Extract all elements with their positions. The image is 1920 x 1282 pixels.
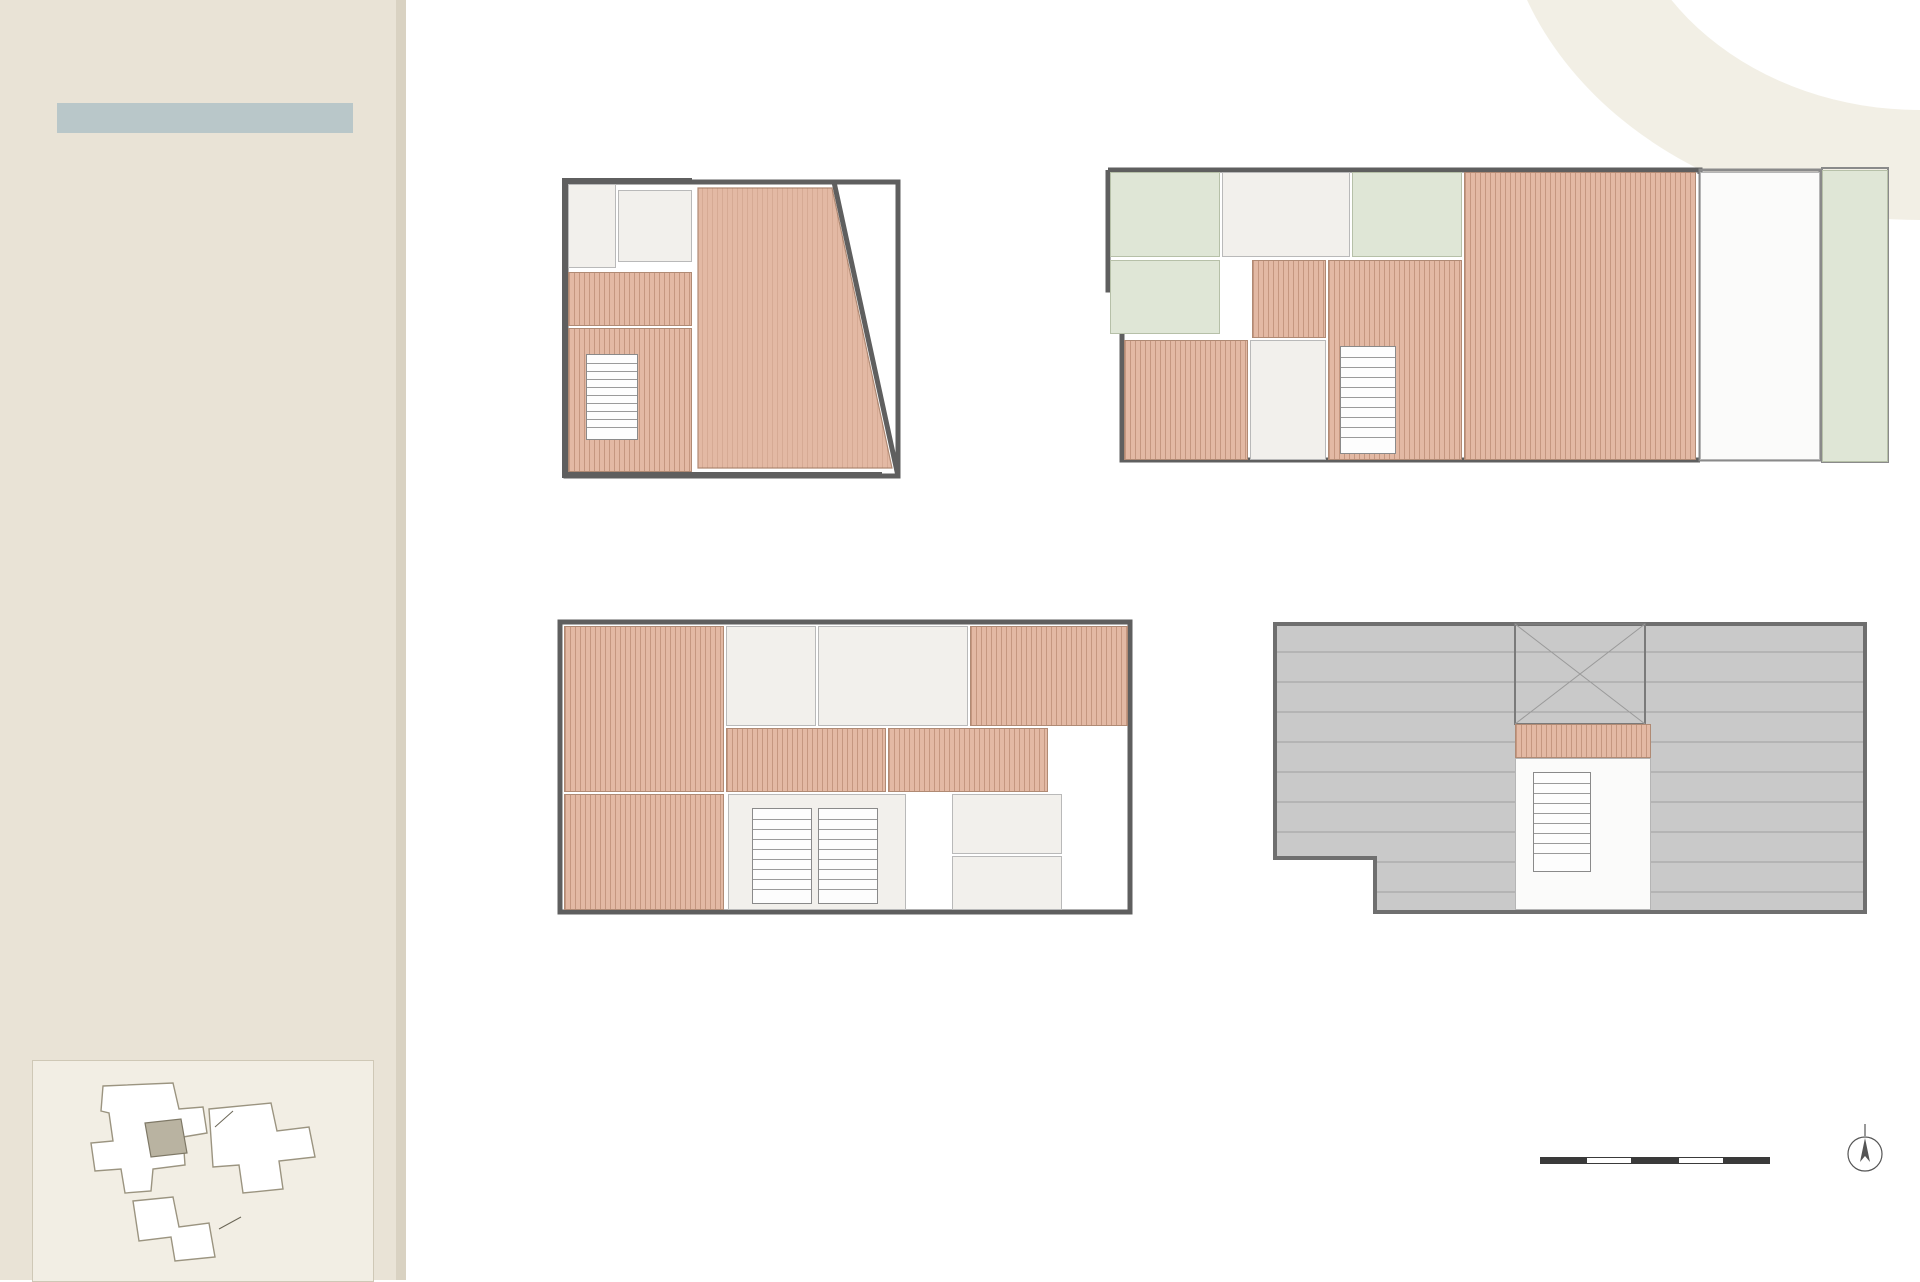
room-patio [1352,172,1462,257]
room-dormitorio-3 [564,626,724,792]
page-title [57,103,353,133]
stair-azotea [1533,772,1591,872]
room-dormitorio-ppal-area [970,626,1128,726]
sala-estar-shape [552,168,922,488]
room-hueco-primera [818,626,968,726]
room-jardin-delantero [1110,260,1220,334]
panel-edge-divider [396,0,406,1280]
scale-bar-graphic [1540,1157,1770,1164]
stair-baja [1340,346,1396,454]
room-terraza [1700,172,1820,460]
room-hall [1252,260,1326,338]
room-dormitorio-ppal [888,728,1048,792]
room-distribuidor-azotea [1515,724,1651,758]
key-plan-drawing [33,1061,373,1281]
north-arrow-icon [1835,1120,1895,1180]
room-cocina [1222,172,1350,257]
room-salon-comedor [1464,172,1696,460]
room-jardin [1822,170,1888,462]
stair-sotano [586,354,638,440]
room-bano-ppal-area [952,794,1062,854]
room-bano-ppal [952,856,1062,910]
room-tendedero [1110,172,1220,257]
stair-primera-2 [818,808,878,904]
room-bano-3 [1250,340,1326,460]
room-distribuidor-primera [726,728,886,792]
plan-azotea [1265,612,1885,932]
stair-primera [752,808,812,904]
room-dormitorio-2 [564,794,724,910]
room-dormitorio-4 [1124,340,1248,460]
highlighted-unit [145,1119,187,1157]
site-key-plan [32,1060,374,1282]
plan-planta-baja [1100,160,1890,490]
room-bano-2 [726,626,816,726]
plan-planta-sotano [552,168,922,488]
plan-planta-primera [552,612,1152,932]
